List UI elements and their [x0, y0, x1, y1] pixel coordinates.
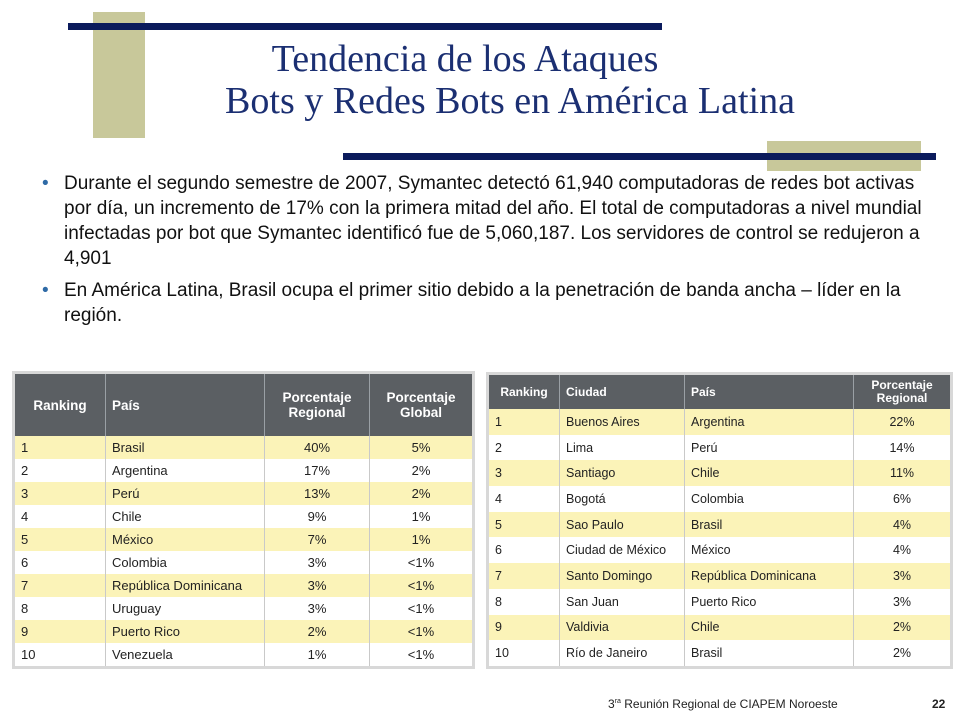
table-cell: 4%: [854, 512, 951, 538]
city-ranking-table: [489, 375, 950, 666]
table-cell: Santiago: [560, 460, 685, 486]
bullet-item: [40, 171, 930, 271]
footer-label: Reunión Regional de CIAPEM Noroeste: [620, 697, 838, 711]
bullet-text: Durante el segundo semestre de 2007, Symantec detectó 61,940 computadoras de redes bot activas por día, un incremento de 17% con la primera mitad del año. El total de computadoras a nivel mundial infectadas por bot que Symantec identificó fue de 5,060,187. Los servidores de control se redujeron a 4,901: [64, 173, 922, 269]
table-row: [15, 505, 472, 528]
table-row: [489, 615, 950, 641]
table-cell: Río de Janeiro: [560, 640, 685, 666]
table-cell: Chile: [106, 505, 265, 528]
table-cell: <1%: [370, 620, 473, 643]
title-line-2: Bots y Redes Bots en América Latina: [225, 80, 795, 122]
city-table-body: [489, 409, 950, 666]
table-cell: 3%: [265, 551, 370, 574]
table-cell: 8: [15, 597, 106, 620]
table-row: [489, 537, 950, 563]
table-cell: 6%: [854, 486, 951, 512]
table-cell: Bogotá: [560, 486, 685, 512]
table-cell: Argentina: [685, 409, 854, 435]
column-header: Porcentaje Regional: [854, 375, 951, 409]
table-header-row: [489, 375, 950, 409]
table-row: [489, 486, 950, 512]
table-row: [15, 459, 472, 482]
column-header: Ranking: [489, 375, 560, 409]
page-number: 22: [932, 697, 946, 711]
table-row: [15, 528, 472, 551]
table-cell: 3: [15, 482, 106, 505]
country-ranking-table: [15, 374, 472, 666]
table-row: [15, 482, 472, 505]
table-cell: 1: [489, 409, 560, 435]
decor-navy-bar-middle: [343, 153, 936, 160]
table-cell: República Dominicana: [685, 563, 854, 589]
table-row: [489, 409, 950, 435]
bullet-dot-icon: •: [42, 173, 49, 194]
table-cell: Buenos Aires: [560, 409, 685, 435]
table-cell: 5: [15, 528, 106, 551]
decor-navy-bar-top: [68, 23, 662, 30]
slide-title: [170, 38, 930, 122]
table-row: [489, 563, 950, 589]
table-cell: 7: [489, 563, 560, 589]
table-cell: 2: [489, 435, 560, 461]
table-cell: 9%: [265, 505, 370, 528]
table-cell: 1%: [265, 643, 370, 666]
table-cell: 3%: [265, 574, 370, 597]
table-cell: Perú: [106, 482, 265, 505]
table-cell: <1%: [370, 574, 473, 597]
table-row: [489, 589, 950, 615]
table-cell: Santo Domingo: [560, 563, 685, 589]
bullet-item: [40, 278, 930, 328]
table-cell: 7%: [265, 528, 370, 551]
table-cell: 11%: [854, 460, 951, 486]
table-cell: República Dominicana: [106, 574, 265, 597]
table-cell: 9: [489, 615, 560, 641]
table-cell: 2%: [854, 640, 951, 666]
table-cell: 1: [15, 436, 106, 459]
table-cell: 7: [15, 574, 106, 597]
table-cell: Brasil: [685, 512, 854, 538]
table-cell: San Juan: [560, 589, 685, 615]
table-cell: Colombia: [106, 551, 265, 574]
column-header: Ciudad: [560, 375, 685, 409]
column-header: Porcentaje Regional: [265, 374, 370, 436]
column-header: Porcentaje Global: [370, 374, 473, 436]
table-cell: 4: [489, 486, 560, 512]
table-cell: 1%: [370, 528, 473, 551]
table-cell: 2%: [370, 482, 473, 505]
footer-text: [608, 697, 838, 711]
table-row: [489, 512, 950, 538]
table-cell: 3%: [854, 563, 951, 589]
table-row: [15, 551, 472, 574]
table-cell: 10: [489, 640, 560, 666]
table-cell: Colombia: [685, 486, 854, 512]
table-row: [15, 436, 472, 459]
table-cell: Puerto Rico: [685, 589, 854, 615]
table-cell: 1%: [370, 505, 473, 528]
bullet-list: [40, 171, 930, 335]
table-cell: <1%: [370, 597, 473, 620]
table-cell: 10: [15, 643, 106, 666]
table-cell: 3: [489, 460, 560, 486]
table-cell: 4%: [854, 537, 951, 563]
table-cell: 3%: [854, 589, 951, 615]
table-cell: Chile: [685, 460, 854, 486]
table-cell: Lima: [560, 435, 685, 461]
table-cell: Venezuela: [106, 643, 265, 666]
title-line-1: Tendencia de los Ataques: [271, 38, 659, 80]
table-row: [15, 620, 472, 643]
table-cell: 9: [15, 620, 106, 643]
table-cell: 2%: [854, 615, 951, 641]
table-cell: <1%: [370, 643, 473, 666]
table-row: [15, 643, 472, 666]
table-cell: 6: [489, 537, 560, 563]
column-header: Ranking: [15, 374, 106, 436]
table-cell: 14%: [854, 435, 951, 461]
table-row: [15, 574, 472, 597]
bullet-dot-icon: •: [42, 280, 49, 301]
country-table-body: [15, 436, 472, 666]
table-cell: México: [685, 537, 854, 563]
table-cell: Perú: [685, 435, 854, 461]
table-cell: 5: [489, 512, 560, 538]
bullet-text: En América Latina, Brasil ocupa el primer sitio debido a la penetración de banda ancha – líder en la región.: [64, 280, 901, 326]
table-row: [489, 640, 950, 666]
table-cell: 40%: [265, 436, 370, 459]
table-cell: Argentina: [106, 459, 265, 482]
table-cell: Ciudad de México: [560, 537, 685, 563]
footer-number: 3: [608, 697, 615, 711]
table-cell: Chile: [685, 615, 854, 641]
table-cell: Puerto Rico: [106, 620, 265, 643]
table-row: [489, 435, 950, 461]
table-cell: Valdivia: [560, 615, 685, 641]
table-row: [489, 460, 950, 486]
table-cell: 6: [15, 551, 106, 574]
table-cell: 13%: [265, 482, 370, 505]
table-cell: 2%: [265, 620, 370, 643]
table-cell: Sao Paulo: [560, 512, 685, 538]
column-header: País: [106, 374, 265, 436]
table-cell: 3%: [265, 597, 370, 620]
table-cell: 4: [15, 505, 106, 528]
table-cell: <1%: [370, 551, 473, 574]
table-cell: 2: [15, 459, 106, 482]
column-header: País: [685, 375, 854, 409]
table-cell: 8: [489, 589, 560, 615]
table-cell: Uruguay: [106, 597, 265, 620]
table-cell: 5%: [370, 436, 473, 459]
footer-superscript: ra: [614, 698, 621, 705]
table-cell: 2%: [370, 459, 473, 482]
table-cell: México: [106, 528, 265, 551]
table-cell: 22%: [854, 409, 951, 435]
table-cell: Brasil: [106, 436, 265, 459]
table-cell: 17%: [265, 459, 370, 482]
table-cell: Brasil: [685, 640, 854, 666]
table-header-row: [15, 374, 472, 436]
table-row: [15, 597, 472, 620]
